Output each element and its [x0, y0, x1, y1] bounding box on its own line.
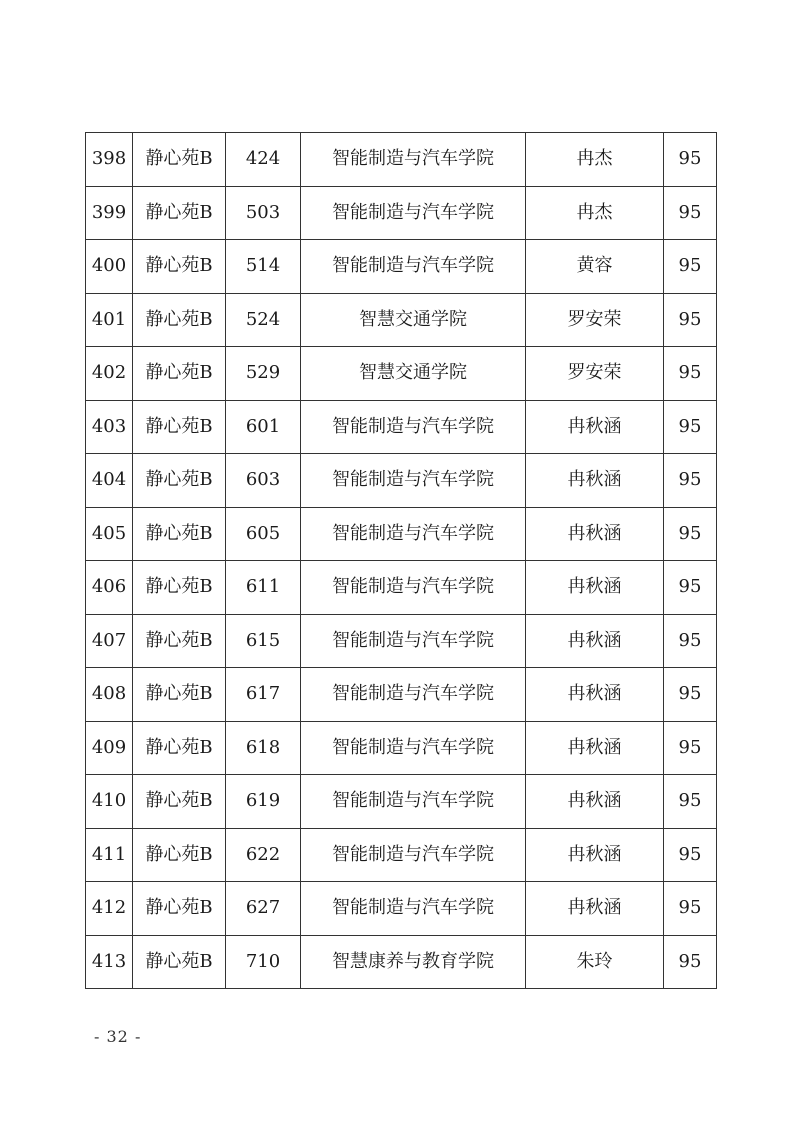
table-row [86, 775, 717, 829]
score-cell: 95 [664, 775, 717, 829]
room-number-cell: 524 [226, 293, 301, 347]
college-cell: 智慧交通学院 [301, 347, 526, 401]
person-in-charge-cell: 罗安荣 [526, 293, 664, 347]
score-cell: 95 [664, 561, 717, 615]
building-cell: 静心苑B [133, 186, 226, 240]
row-number-cell: 412 [86, 882, 133, 936]
row-number-cell: 399 [86, 186, 133, 240]
room-number-cell: 619 [226, 775, 301, 829]
row-number-cell: 409 [86, 721, 133, 775]
college-cell: 智能制造与汽车学院 [301, 828, 526, 882]
college-cell: 智能制造与汽车学院 [301, 133, 526, 187]
score-cell: 95 [664, 454, 717, 508]
college-cell: 智能制造与汽车学院 [301, 507, 526, 561]
row-number-cell: 413 [86, 935, 133, 989]
room-number-cell: 514 [226, 240, 301, 294]
room-number-cell: 529 [226, 347, 301, 401]
room-number-cell: 622 [226, 828, 301, 882]
college-cell: 智能制造与汽车学院 [301, 561, 526, 615]
college-cell: 智慧交通学院 [301, 293, 526, 347]
table-row [86, 935, 717, 989]
score-cell: 95 [664, 507, 717, 561]
table-body [86, 133, 717, 989]
person-in-charge-cell: 冉秋涵 [526, 721, 664, 775]
college-cell: 智能制造与汽车学院 [301, 882, 526, 936]
college-cell: 智能制造与汽车学院 [301, 775, 526, 829]
person-in-charge-cell: 冉秋涵 [526, 400, 664, 454]
person-in-charge-cell: 冉秋涵 [526, 614, 664, 668]
college-cell: 智能制造与汽车学院 [301, 240, 526, 294]
building-cell: 静心苑B [133, 293, 226, 347]
building-cell: 静心苑B [133, 454, 226, 508]
score-cell: 95 [664, 614, 717, 668]
row-number-cell: 401 [86, 293, 133, 347]
table-row [86, 133, 717, 187]
college-cell: 智能制造与汽车学院 [301, 614, 526, 668]
room-number-cell: 611 [226, 561, 301, 615]
person-in-charge-cell: 冉秋涵 [526, 882, 664, 936]
table-row [86, 882, 717, 936]
room-number-cell: 617 [226, 668, 301, 722]
score-cell: 95 [664, 133, 717, 187]
row-number-cell: 400 [86, 240, 133, 294]
table-row [86, 721, 717, 775]
score-cell: 95 [664, 882, 717, 936]
person-in-charge-cell: 冉杰 [526, 186, 664, 240]
building-cell: 静心苑B [133, 614, 226, 668]
table-row [86, 186, 717, 240]
room-number-cell: 618 [226, 721, 301, 775]
building-cell: 静心苑B [133, 935, 226, 989]
college-cell: 智慧康养与教育学院 [301, 935, 526, 989]
row-number-cell: 402 [86, 347, 133, 401]
room-number-cell: 627 [226, 882, 301, 936]
table-row [86, 400, 717, 454]
score-cell: 95 [664, 293, 717, 347]
person-in-charge-cell: 朱玲 [526, 935, 664, 989]
room-number-cell: 615 [226, 614, 301, 668]
table-row [86, 614, 717, 668]
person-in-charge-cell: 冉秋涵 [526, 828, 664, 882]
room-number-cell: 605 [226, 507, 301, 561]
college-cell: 智能制造与汽车学院 [301, 454, 526, 508]
person-in-charge-cell: 冉秋涵 [526, 454, 664, 508]
score-cell: 95 [664, 347, 717, 401]
building-cell: 静心苑B [133, 400, 226, 454]
college-cell: 智能制造与汽车学院 [301, 400, 526, 454]
person-in-charge-cell: 冉秋涵 [526, 668, 664, 722]
building-cell: 静心苑B [133, 507, 226, 561]
person-in-charge-cell: 冉秋涵 [526, 775, 664, 829]
row-number-cell: 411 [86, 828, 133, 882]
score-cell: 95 [664, 935, 717, 989]
page-number: - 32 - [94, 1027, 142, 1046]
score-cell: 95 [664, 240, 717, 294]
score-cell: 95 [664, 721, 717, 775]
row-number-cell: 405 [86, 507, 133, 561]
table-row [86, 454, 717, 508]
row-number-cell: 398 [86, 133, 133, 187]
building-cell: 静心苑B [133, 828, 226, 882]
row-number-cell: 407 [86, 614, 133, 668]
person-in-charge-cell: 黄容 [526, 240, 664, 294]
building-cell: 静心苑B [133, 668, 226, 722]
college-cell: 智能制造与汽车学院 [301, 721, 526, 775]
building-cell: 静心苑B [133, 775, 226, 829]
table-row [86, 240, 717, 294]
room-number-cell: 503 [226, 186, 301, 240]
row-number-cell: 410 [86, 775, 133, 829]
row-number-cell: 406 [86, 561, 133, 615]
college-cell: 智能制造与汽车学院 [301, 668, 526, 722]
building-cell: 静心苑B [133, 347, 226, 401]
building-cell: 静心苑B [133, 133, 226, 187]
person-in-charge-cell: 冉秋涵 [526, 561, 664, 615]
score-cell: 95 [664, 668, 717, 722]
table-row [86, 507, 717, 561]
table-row [86, 828, 717, 882]
building-cell: 静心苑B [133, 882, 226, 936]
row-number-cell: 404 [86, 454, 133, 508]
building-cell: 静心苑B [133, 721, 226, 775]
score-cell: 95 [664, 186, 717, 240]
table-row [86, 347, 717, 401]
room-number-cell: 601 [226, 400, 301, 454]
table-row [86, 668, 717, 722]
college-cell: 智能制造与汽车学院 [301, 186, 526, 240]
person-in-charge-cell: 冉秋涵 [526, 507, 664, 561]
person-in-charge-cell: 冉杰 [526, 133, 664, 187]
score-cell: 95 [664, 400, 717, 454]
row-number-cell: 403 [86, 400, 133, 454]
room-number-cell: 603 [226, 454, 301, 508]
table-row [86, 293, 717, 347]
dormitory-score-table [85, 132, 717, 989]
building-cell: 静心苑B [133, 561, 226, 615]
person-in-charge-cell: 罗安荣 [526, 347, 664, 401]
room-number-cell: 424 [226, 133, 301, 187]
table-row [86, 561, 717, 615]
score-cell: 95 [664, 828, 717, 882]
room-number-cell: 710 [226, 935, 301, 989]
row-number-cell: 408 [86, 668, 133, 722]
building-cell: 静心苑B [133, 240, 226, 294]
